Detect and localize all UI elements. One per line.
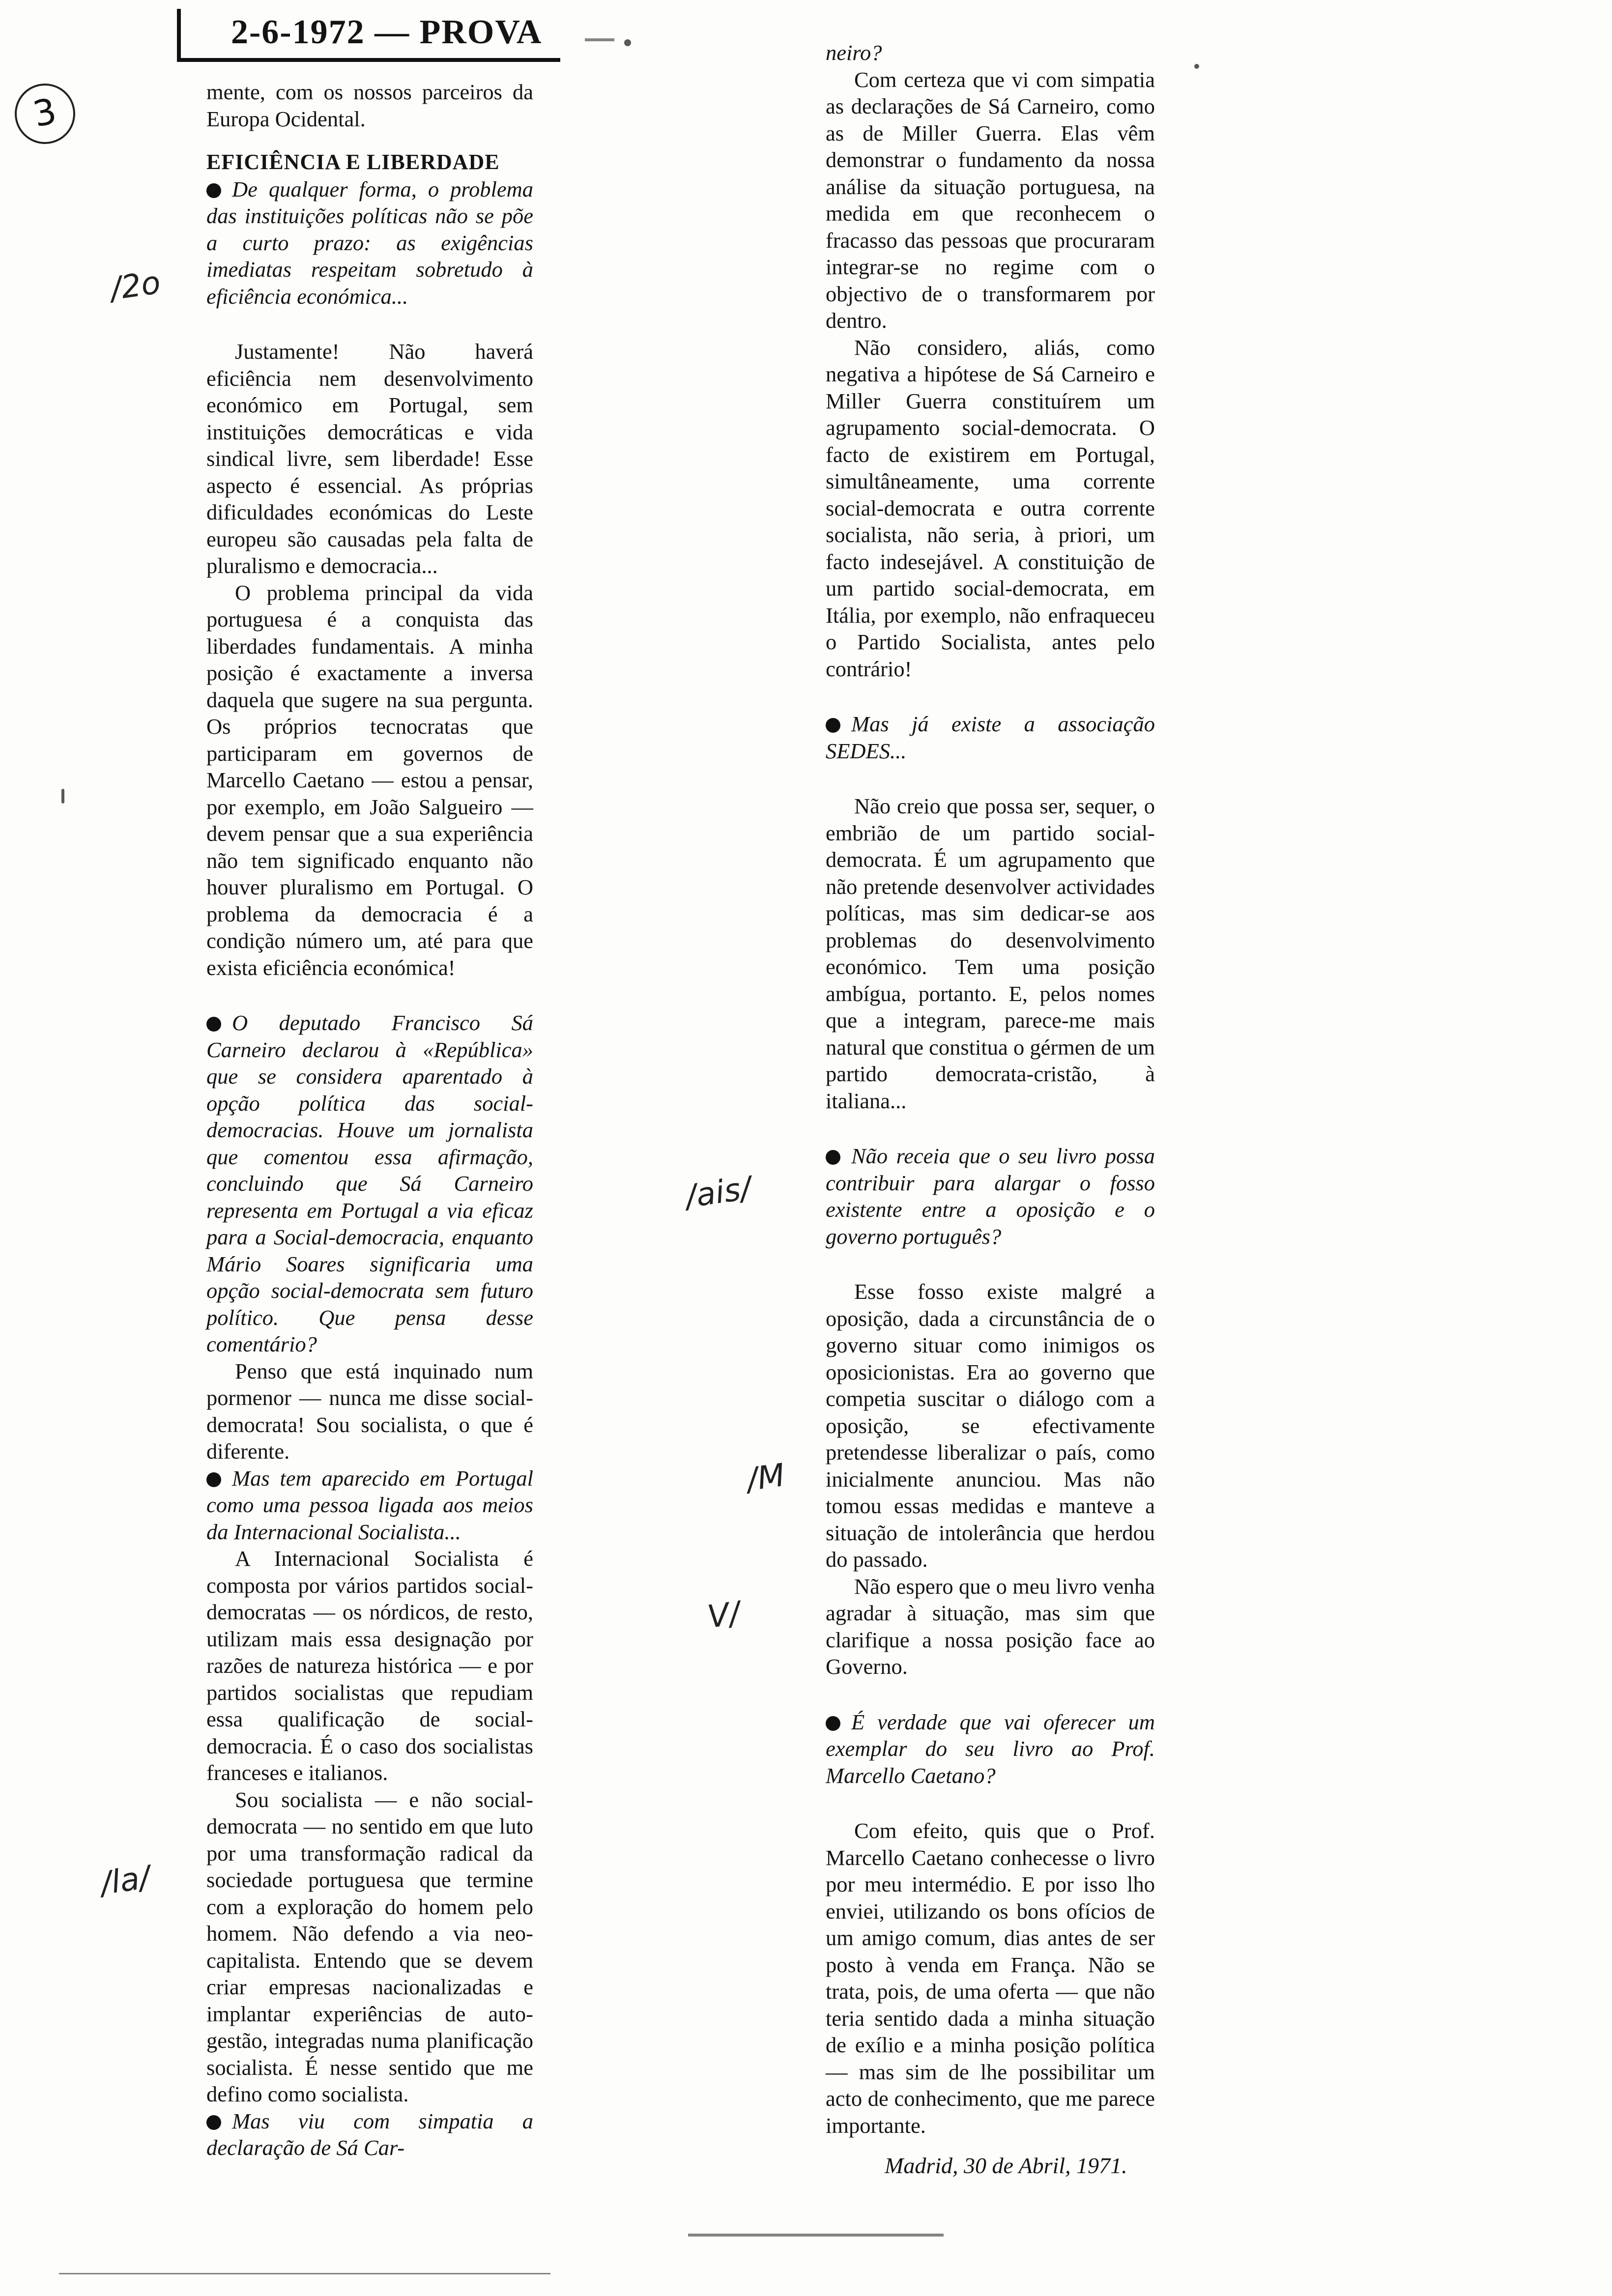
right-top-fragment: neiro? bbox=[826, 40, 882, 65]
margin-note-4: V/ bbox=[705, 1595, 743, 1636]
question-1: De qualquer forma, o problema das instituições políticas não se põe a curto prazo: as exigências imediatas respeitam sobretudo à eficiência económica... bbox=[206, 176, 533, 309]
left-column bbox=[206, 79, 533, 2161]
ink-mark bbox=[61, 789, 64, 804]
answer-2: Penso que está inquinado num pormenor — nunca me disse social-democrata! Sou socialista, o que é diferente. bbox=[206, 1358, 533, 1464]
left-top-fragment: mente, com os nossos parceiros da Europa Ocidental. bbox=[206, 80, 533, 131]
question-4: Mas viu com simpatia a declaração de Sá Car- bbox=[206, 2108, 533, 2160]
answer-1b: O problema principal da vida portuguesa é a conquista das liberdades fundamentais. A minha posição é exactamente a inversa daquela que sugere na sua pergunta. Os próprios tecnocratas que participaram em governos de Marcello Caetano — estou a pensar, por exemplo, em João Salgueiro — devem pensar que a sua experiência não tem significado enquanto não houver pluralismo em Portugal. O problema da democracia é a condição número um, até para que exista eficiência económica! bbox=[206, 580, 533, 980]
bullet-icon bbox=[826, 1716, 840, 1731]
answer-4: Com certeza que vi com simpatia as declarações de Sá Carneiro, como as de Miller Guerra. Elas vêm demonstrar o fundamento da nossa análise da situação portuguesa, na medida em que reconhecem o fracasso das pessoas que procuraram integrar-se no regime com o objectivo de o transformarem por dentro. bbox=[826, 67, 1155, 333]
margin-note-3: /M bbox=[745, 1457, 787, 1498]
bullet-icon bbox=[826, 1150, 840, 1165]
bullet-icon bbox=[206, 1017, 221, 1032]
section-title: EFICIÊNCIA E LIBERDADE bbox=[206, 150, 500, 174]
question-6: Não receia que o seu livro possa contribuir para alargar o fosso existente entre a oposição e o governo português? bbox=[826, 1144, 1155, 1249]
margin-note-5: /la/ bbox=[98, 1859, 152, 1902]
right-column bbox=[826, 39, 1155, 2139]
header-label: — PROVA bbox=[374, 13, 543, 51]
bullet-icon bbox=[206, 1472, 221, 1487]
scan-bottom-line bbox=[59, 2273, 550, 2274]
question-7: É verdade que vai oferecer um exemplar do seu livro ao Prof. Marcello Caetano? bbox=[826, 1709, 1155, 1788]
header-bracket-vertical bbox=[177, 9, 181, 62]
scan-smudge-line bbox=[688, 2234, 944, 2237]
answer-4b: Não considero, aliás, como negativa a hipótese de Sá Carneiro e Miller Guerra constituírem um agrupamento social-democrata. O facto de existirem em Portugal, simultâneamente, uma corrente social-democrata e outra corrente socialista, não seria, à priori, um facto indesejável. A constituição de um partido social-democrata, em Itália, por exemplo, não enfraqueceu o Partido Socialista, antes pelo contrário! bbox=[826, 335, 1155, 681]
page-number-circled: 3 bbox=[9, 78, 81, 150]
header-text bbox=[231, 13, 542, 52]
bullet-icon bbox=[826, 718, 840, 733]
answer-6: Esse fosso existe malgré a oposição, dada a circunstância de o governo situar como inimigos os oposicionistas. Era ao governo que competia suscitar o diálogo com a oposição, se efectivamente pretendesse liberalizar o país, como inicialmente anunciou. Mas não tomou essas medidas e manteve a situação de intolerância que herdou do passado. bbox=[826, 1279, 1155, 1572]
question-3: Mas tem aparecido em Portugal como uma pessoa ligada aos meios da Internacional Socialista... bbox=[206, 1465, 533, 1544]
answer-1: Justamente! Não haverá eficiência nem desenvolvimento económico em Portugal, sem instituições democráticas e vida sindical livre, sem liberdade! Esse aspecto é essencial. As próprias dificuldades económicas do Leste europeu são causadas pela falta de pluralismo e democracia... bbox=[206, 339, 533, 578]
bullet-icon bbox=[206, 2115, 221, 2130]
dateline: Madrid, 30 de Abril, 1971. bbox=[885, 2153, 1127, 2178]
bullet-icon bbox=[206, 183, 221, 198]
margin-note-2: /ais/ bbox=[683, 1170, 753, 1215]
header-dash-mark bbox=[585, 38, 614, 41]
header-date: 2-6-1972 bbox=[231, 13, 365, 51]
question-5: Mas já existe a associação SEDES... bbox=[826, 712, 1155, 763]
answer-7: Com efeito, quis que o Prof. Marcello Caetano conhecesse o livro por meu intermédio. E por isso lho enviei, utilizando os bons ofícios de um amigo comum, dias antes de ser posto à venda em França. Não se trata, pois, de uma oferta — que não teria sentido dada a minha situação de exílio e a minha posição política — mas sim de lhe possibilitar um acto de conhecimento, que me parece importante. bbox=[826, 1818, 1155, 2138]
answer-6b: Não espero que o meu livro venha agradar à situação, mas sim que clarifique a nossa posição face ao Governo. bbox=[826, 1574, 1155, 1679]
answer-5: Não creio que possa ser, sequer, o embrião de um partido social-democrata. É um agrupamento que não pretende desenvolver actividades políticas, mas sim dedicar-se aos problemas do desenvolvimento económico. Tem uma posição ambígua, portanto. E, pelos nomes que a integram, parece-me mais natural que constitua o gérmen de um partido democrata-cristão, à italiana... bbox=[826, 794, 1155, 1113]
answer-3b: Sou socialista — e não social-democrata — no sentido em que luto por uma transformação radical da sociedade portuguesa que termine com a exploração do homem pelo homem. Não defendo a via neo-capitalista. Entendo que se devem criar empresas nacionalizadas e implantar experiências de auto-gestão, integradas numa planificação socialista. É nesse sentido que me defino como socialista. bbox=[206, 1787, 533, 2106]
ink-dot bbox=[1194, 64, 1199, 69]
answer-3: A Internacional Socialista é composta por vários partidos social-democratas — os nórdicos, de resto, utilizam mais essa designação por razões de natureza histórica — e por partidos socialistas que repudiam essa qualificação de social-democracia. É o caso dos socialistas franceses e italianos. bbox=[206, 1546, 533, 1785]
proof-header bbox=[177, 9, 619, 68]
ink-dot bbox=[624, 39, 631, 46]
margin-note-1: /2o bbox=[108, 264, 163, 308]
question-2: O deputado Francisco Sá Carneiro declarou à «República» que se considera aparentado à opção política das social-democracias. Houve um jornalista que comentou essa afirmação, concluindo que Sá Carneiro representa em Portugal a via eficaz para a Social-democracia, enquanto Mário Soares significaria uma opção social-democrata sem futuro político. Que pensa desse comentário? bbox=[206, 1010, 533, 1356]
header-underline bbox=[177, 58, 560, 62]
